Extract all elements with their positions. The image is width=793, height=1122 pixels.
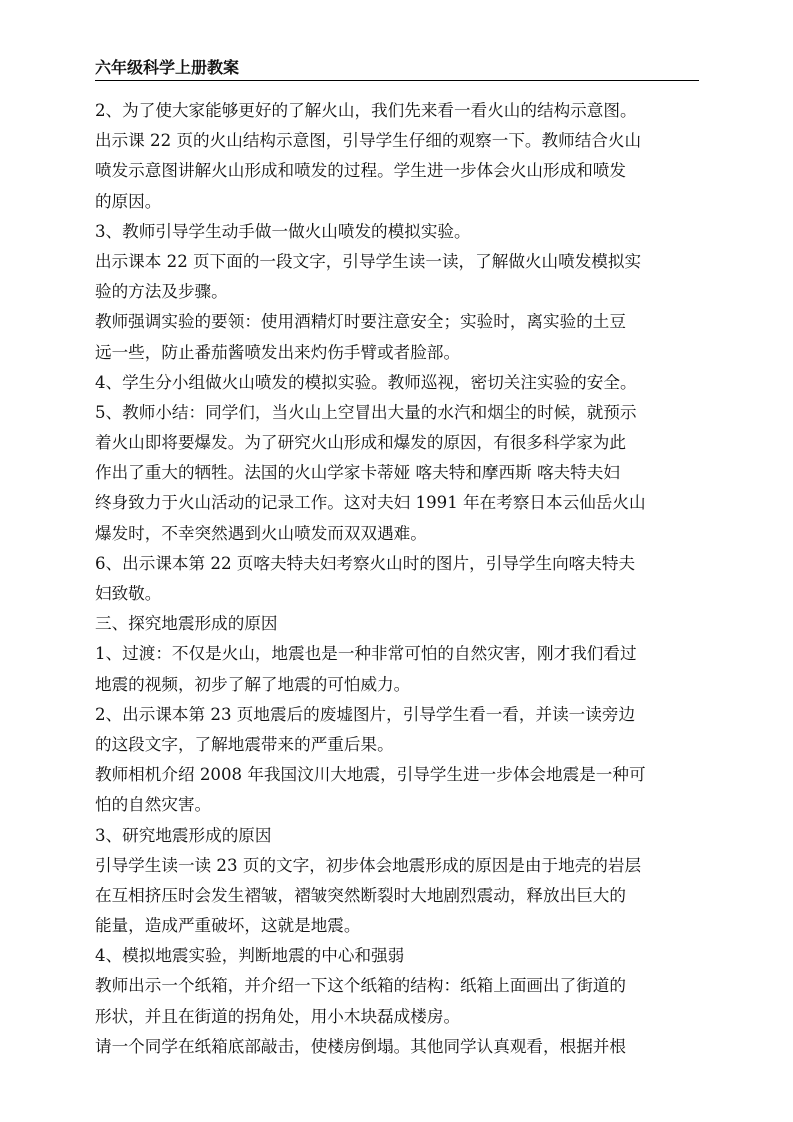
text-line: 终身致力于火山活动的记录工作。这对夫妇 1991 年在考察日本云仙岳火山: [95, 493, 646, 513]
text-line: 怕的自然灾害。: [95, 795, 212, 815]
text-line: 引导学生读一读 23 页的文字，初步体会地震形成的原因是由于地壳的岩层: [95, 855, 642, 875]
text-line: 在互相挤压时会发生褶皱，褶皱突然断裂时大地剧烈震动，释放出巨大的: [95, 885, 626, 905]
text-line: 能量，造成严重破坏，这就是地震。: [95, 916, 361, 936]
text-line: 着火山即将要爆发。为了研究火山形成和爆发的原因，有很多科学家为此: [95, 433, 626, 453]
text-line: 6、出示课本第 22 页喀夫特夫妇考察火山时的图片，引导学生向喀夫特夫: [95, 553, 636, 573]
text-line: 3、教师引导学生动手做一做火山喷发的模拟实验。: [95, 221, 471, 241]
text-line: 地震的视频，初步了解了地震的可怕威力。: [95, 674, 411, 694]
text-line: 教师强调实验的要领：使用酒精灯时要注意安全；实验时，离实验的土豆: [95, 312, 626, 332]
text-line: 出示课本 22 页下面的一段文字，引导学生读一读，了解做火山喷发模拟实: [95, 251, 642, 271]
text-line: 教师出示一个纸箱，并介绍一下这个纸箱的结构：纸箱上面画出了街道的: [95, 976, 626, 996]
text-line: 妇致敬。: [95, 584, 162, 603]
section-heading: 三、探究地震形成的原因: [95, 614, 278, 634]
text-line: 验的方法及步骤。: [95, 282, 228, 302]
header-title: 六年级科学上册教案: [95, 58, 240, 77]
text-line: 远一些，防止番茄酱喷发出来灼伤手臂或者脸部。: [95, 342, 461, 362]
text-line: 4、模拟地震实验，判断地震的中心和强弱: [95, 946, 405, 966]
text-line: 的这段文字，了解地震带来的严重后果。: [95, 734, 394, 754]
text-line: 5、教师小结：同学们，当火山上空冒出大量的水汽和烟尘的时候，就预示: [95, 402, 637, 422]
text-line: 喷发示意图讲解火山形成和喷发的过程。学生进一步体会火山形成和喷发: [95, 161, 626, 181]
text-line: 爆发时，不幸突然遇到火山喷发而双双遇难。: [95, 523, 427, 543]
text-line: 2、出示课本第 23 页地震后的废墟图片，引导学生看一看，并读一读旁边: [95, 704, 636, 724]
text-line: 4、学生分小组做火山喷发的模拟实验。教师巡视，密切关注实验的安全。: [95, 372, 637, 392]
document-body: [95, 96, 699, 1062]
text-line: 2、为了使大家能够更好的了解火山，我们先来看一看火山的结构示意图。: [95, 101, 637, 120]
text-line: 教师相机介绍 2008 年我国汶川大地震，引导学生进一步体会地震是一种可: [95, 765, 646, 785]
text-line: 出示课 22 页的火山结构示意图，引导学生仔细的观察一下。教师结合火山: [95, 131, 642, 151]
text-line: 作出了重大的牺牲。法国的火山学家卡蒂娅 喀夫特和摩西斯 喀夫特夫妇: [95, 463, 620, 483]
text-line: 3、研究地震形成的原因: [95, 825, 272, 845]
text-line: 请一个同学在纸箱底部敲击，使楼房倒塌。其他同学认真观看，根据并根: [95, 1036, 626, 1056]
page-header: [95, 56, 699, 81]
text-line: 形状，并且在街道的拐角处，用小木块磊成楼房。: [95, 1006, 461, 1026]
text-line: 1、过渡：不仅是火山，地震也是一种非常可怕的自然灾害，刚才我们看过: [95, 644, 637, 664]
text-line: 的原因。: [95, 191, 162, 211]
